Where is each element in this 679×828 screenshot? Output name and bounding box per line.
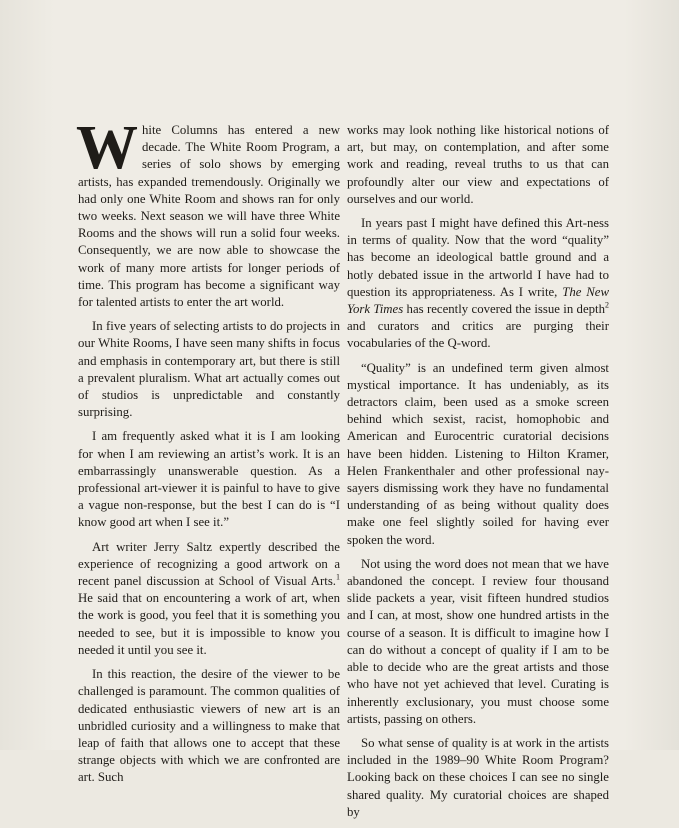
paragraph-white-rooms: In five years of selecting artists to do projects in our White Rooms, I have seen many shifts in focus and emphasis in contemporary art, but there is still a prevalent pluralism. What art actually comes out of studios is unpredictable and constantly surprising. — [78, 319, 340, 420]
footnote-ref-2: 2 — [605, 300, 609, 310]
paragraph-sense-of-quality: So what sense of quality is at work in the artists included in the 1989–90 White Room Program? Looking back on these choices I can see no single shared quality. My curatorial choices are shaped by — [347, 735, 609, 819]
paragraph-quality-defined — [347, 215, 609, 353]
quality-text-1: In years past I might have defined this Art-ness in terms of quality. Now that the word “quality” has become an ideological battle ground and a hotly debated issue in the artworld I have had to question its appropriateness. As I write, — [347, 216, 609, 299]
paragraph-intro — [76, 114, 340, 311]
right-column — [347, 122, 609, 828]
paragraph-continuation: works may look nothing like historical notions of art, but may, on contemplation, and after some work and reading, reveal truths to us that can profoundly alter our view and expectations of ourselves and our world. — [347, 123, 609, 206]
saltz-text-2: He said that on encountering a work of art, when the work is good, you feel that it is something you needed to see, but it is impossible to know you needed it until you see it. — [78, 591, 340, 657]
left-column — [76, 114, 340, 794]
saltz-text-1: Art writer Jerry Saltz expertly described the experience of recognizing a good artwork on a recent panel discussion at School of Visual Arts. — [78, 539, 340, 589]
quality-text-2: has recently covered the issue in depth — [403, 302, 605, 317]
newspaper-title: The New York Times — [347, 284, 609, 317]
footnote-ref-1: 1 — [336, 572, 340, 582]
paragraph-quality-undefined: “Quality” is an undefined term given almost mystical importance. It has undeniably, as its detractors claim, been used as a smoke screen behind which sexist, racist, homophobic and American and Eurocentric curatorial decisions have been hidden. Listening to Hilton Kramer, Helen Frankenthaler and other professional nay-sayers dismissing work they have no fundamental understanding of as being without quality does make one feel slightly soiled for having ever spoken the word. — [347, 360, 609, 547]
quality-text-3: and curators and critics are purging their vocabularies of the Q-word. — [347, 319, 609, 351]
drop-cap: W — [76, 114, 132, 182]
paragraph-viewer-desire: In this reaction, the desire of the viewer to be challenged is paramount. The common qualities of dedicated enthusiastic viewers of new art is an unbridled curiosity and a willingness to make that leap of faith that allows one to accept that these strange objects with which we are confronted are art. Such — [78, 667, 340, 785]
paragraph-jerry-saltz — [78, 539, 340, 659]
paragraph-looking-for: I am frequently asked what it is I am looking for when I am reviewing an artist’s work. It is an embarrassingly unanswerable question. As a professional art-viewer it is painful to have to give a vague non-response, but the best I can do is “I know good art when I see it.” — [78, 429, 340, 530]
paragraph-concept: Not using the word does not mean that we have abandoned the concept. I review four thousand slide packets a year, visit fifteen hundred studios and I can, at most, show one hundred artists in the course of a season. It is difficult to imagine how I can do without a concept of quality if I am to be able to decide who are the great artists and those who have not yet achieved that level. Curating is inherently exclusionary, you must choose some artists, passing on others. — [347, 556, 609, 726]
paragraph-intro-text: hite Columns has entered a new decade. The White Room Program, a series of solo shows by emerging artists, has expanded tremendously. Originally we had only one White Room and shows ran for only two weeks. Next season we will have three White Rooms and the shows will run a solid four weeks. Consequently, we are now able to showcase the work of many more artists for longer periods of time. This program has become a significant way for talented artists to enter the art world. — [78, 123, 340, 310]
